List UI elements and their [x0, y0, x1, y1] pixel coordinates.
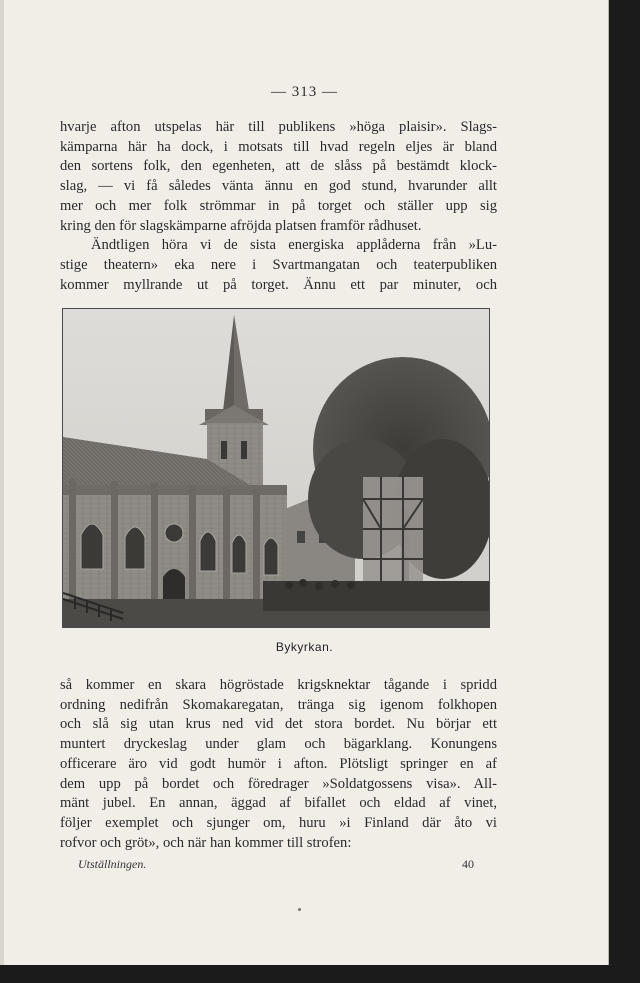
text-line: mer och mer folk strömmar in på torget och ställer upp sig — [60, 197, 497, 214]
text-line: ordning nedifrån Skomakaregatan, tränga sig igenom folkhopen — [60, 696, 497, 713]
text-line: officerare äro vid godt humör i afton. Plötsligt springer en af — [60, 755, 497, 772]
sheet-number: 40 — [462, 857, 474, 871]
text-block-top — [60, 118, 497, 295]
paper-speck — [298, 908, 301, 911]
text-line: Ändtligen höra vi de sista energiska applåderna från »Lu- — [91, 237, 497, 254]
text-line: dem upp på bordet och föredrager »Soldatgossens visa». All- — [60, 775, 497, 792]
text-line: kring den för slagskämparne afröjda platsen framför rådhuset. — [60, 217, 422, 234]
paragraph-applause — [60, 236, 497, 295]
figure-caption: Bykyrkan. — [275, 640, 334, 654]
page-number: — 313 — — [271, 84, 338, 100]
church-photograph — [62, 308, 490, 628]
paragraph-soldiers — [60, 676, 497, 853]
text-line: stige theatern» eka nere i Svartmangatan och teaterpubliken — [60, 256, 497, 273]
text-line: så kommer en skara högröstade krigsknektar tågande i spridd — [60, 677, 497, 693]
text-line: muntert dryckeslag under glam och bägarklang. Konungens — [60, 736, 497, 753]
church-illustration — [63, 309, 489, 627]
text-line: rofvor och gröt», och när han kommer till strofen: — [60, 834, 352, 851]
text-line: den sortens folk, den egenheten, att de slåss på bestämdt klock- — [60, 158, 497, 175]
text-line: kämparna här ha dock, i motsats till hvad regeln eljes är bland — [60, 138, 497, 155]
text-line: följer exemplet och sjunger om, huru »i Finland där åto vi — [60, 814, 497, 831]
text-line: kommer myllrande ut på torget. Ännu ett par minuter, och — [60, 276, 497, 293]
text-line: slag, — vi få således vänta ännu en god stund, hvarunder allt — [60, 178, 497, 195]
signature-mark: Utställningen. — [78, 857, 147, 871]
text-line: och slå sig utan krus ned vid det stora bordet. Nu börjar ett — [60, 716, 497, 733]
text-line: hvarje afton utspelas här till publikens »höga plaisir». Slags- — [60, 119, 497, 135]
page-edge — [0, 0, 4, 965]
text-line: mänt jubel. En annan, äggad af bifallet och eldad af vinet, — [60, 795, 497, 812]
text-block-bottom — [60, 676, 497, 853]
paragraph-continuation — [60, 118, 497, 236]
